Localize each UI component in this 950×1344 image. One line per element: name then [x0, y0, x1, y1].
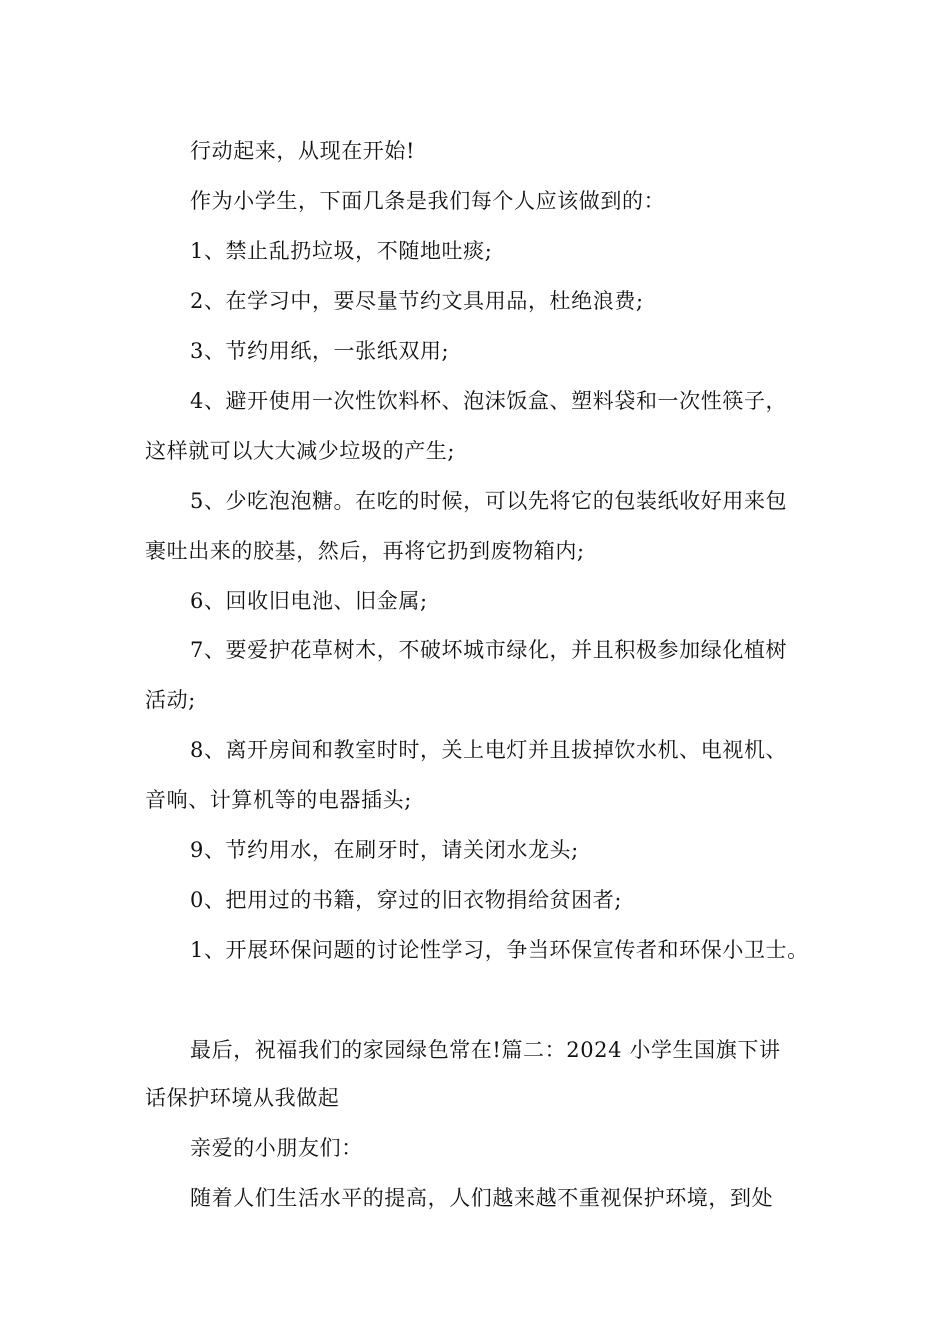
list-item: 3、节约用纸，一张纸双用; — [190, 339, 450, 363]
list-item: 0、把用过的书籍，穿过的旧衣物捐给贫困者; — [190, 888, 623, 912]
list-item: 1、开展环保问题的讨论性学习，争当环保宣传者和环保小卫士。 — [190, 938, 809, 962]
text-line: 亲爱的小朋友们： — [190, 1136, 363, 1160]
list-item: 8、离开房间和教室时时，关上电灯并且拔掉饮水机、电视机、 — [190, 738, 788, 762]
text-line: 行动起来，从现在开始! — [190, 139, 416, 163]
list-item: 4、避开使用一次性饮料杯、泡沫饭盒、塑料袋和一次性筷子， — [190, 389, 788, 413]
list-item: 5、少吃泡泡糖。在吃的时候，可以先将它的包装纸收好用来包 — [190, 489, 788, 513]
list-item: 1、禁止乱扔垃圾，不随地吐痰; — [190, 239, 493, 263]
list-item: 7、要爱护花草树木，不破坏城市绿化，并且积极参加绿化植树 — [190, 638, 788, 662]
text-line-continued: 话保护环境从我做起 — [145, 1086, 340, 1110]
text-line: 作为小学生，下面几条是我们每个人应该做到的： — [190, 189, 666, 213]
list-item: 9、节约用水，在刷牙时，请关闭水龙头; — [190, 838, 579, 862]
text-line-continued: 这样就可以大大减少垃圾的产生; — [145, 439, 456, 463]
text-line-continued: 活动; — [145, 688, 196, 712]
list-item: 2、在学习中，要尽量节约文具用品，杜绝浪费; — [190, 289, 644, 313]
text-line-continued: 裹吐出来的胶基，然后，再将它扔到废物箱内; — [145, 539, 585, 563]
list-item: 6、回收旧电池、旧金属; — [190, 589, 428, 613]
text-line-continued: 音响、计算机等的电器插头; — [145, 788, 412, 812]
text-line: 随着人们生活水平的提高，人们越来越不重视保护环境，到处 — [190, 1186, 774, 1210]
text-line: 最后，祝福我们的家园绿色常在!篇二：2024 小学生国旗下讲 — [190, 1038, 781, 1062]
